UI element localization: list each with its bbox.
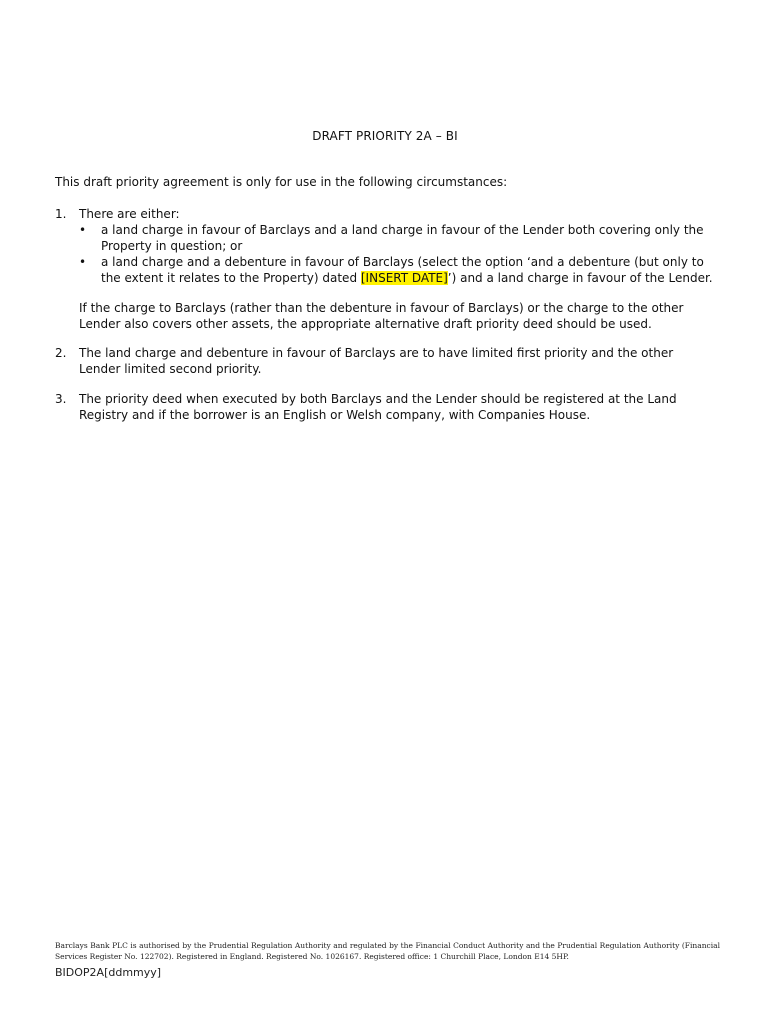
bullet-item <box>101 254 715 286</box>
bullet-text: ’) and a land charge in favour of the Lender. <box>447 271 713 285</box>
item-note: If the charge to Barclays (rather than the debenture in favour of Barclays) or the charge to the other Lender also covers other assets, the appropriate alternative draft priority deed should be used. <box>79 301 684 331</box>
insert-date-placeholder: [INSERT DATE] <box>360 271 448 285</box>
item-lead: There are either: <box>79 207 180 221</box>
item-number: 1. <box>55 207 67 221</box>
numbered-item-1 <box>55 206 715 332</box>
bullet-text: a land charge in favour of Barclays and a land charge in favour of the Lender both covering only the Property in question; or <box>101 223 704 253</box>
page-title: DRAFT PRIORITY 2A – BI <box>312 129 458 143</box>
bullet-text: a land charge and a debenture in favour of Barclays (select the option ‘and a debenture (but only to the extent it relates to the Property) dated <box>101 255 704 285</box>
item-number: 3. <box>55 392 67 406</box>
regulatory-footer: Barclays Bank PLC is authorised by the Prudential Regulation Authority and regulated by the Financial Conduct Authority and the Prudential Regulation Authority (Financial Services Register No. 122702). Registered in England. Registered No. 1026167. Registered office: 1 Churchill Place, London E14 5HP. <box>55 941 720 961</box>
numbered-item-3 <box>55 391 715 423</box>
intro-text: This draft priority agreement is only for use in the following circumstances: <box>55 175 508 189</box>
document-code: BIDOP2A[ddmmyy] <box>55 966 162 979</box>
bullet-item <box>101 222 715 254</box>
bullet-list <box>101 222 715 286</box>
item-number: 2. <box>55 346 67 360</box>
item-text: The priority deed when executed by both Barclays and the Lender should be registered at the Land Registry and if the borrower is an English or Welsh company, with Companies House. <box>79 392 677 422</box>
item-text: The land charge and debenture in favour of Barclays are to have limited first priority and the other Lender limited second priority. <box>79 346 674 376</box>
numbered-item-2 <box>55 345 715 377</box>
